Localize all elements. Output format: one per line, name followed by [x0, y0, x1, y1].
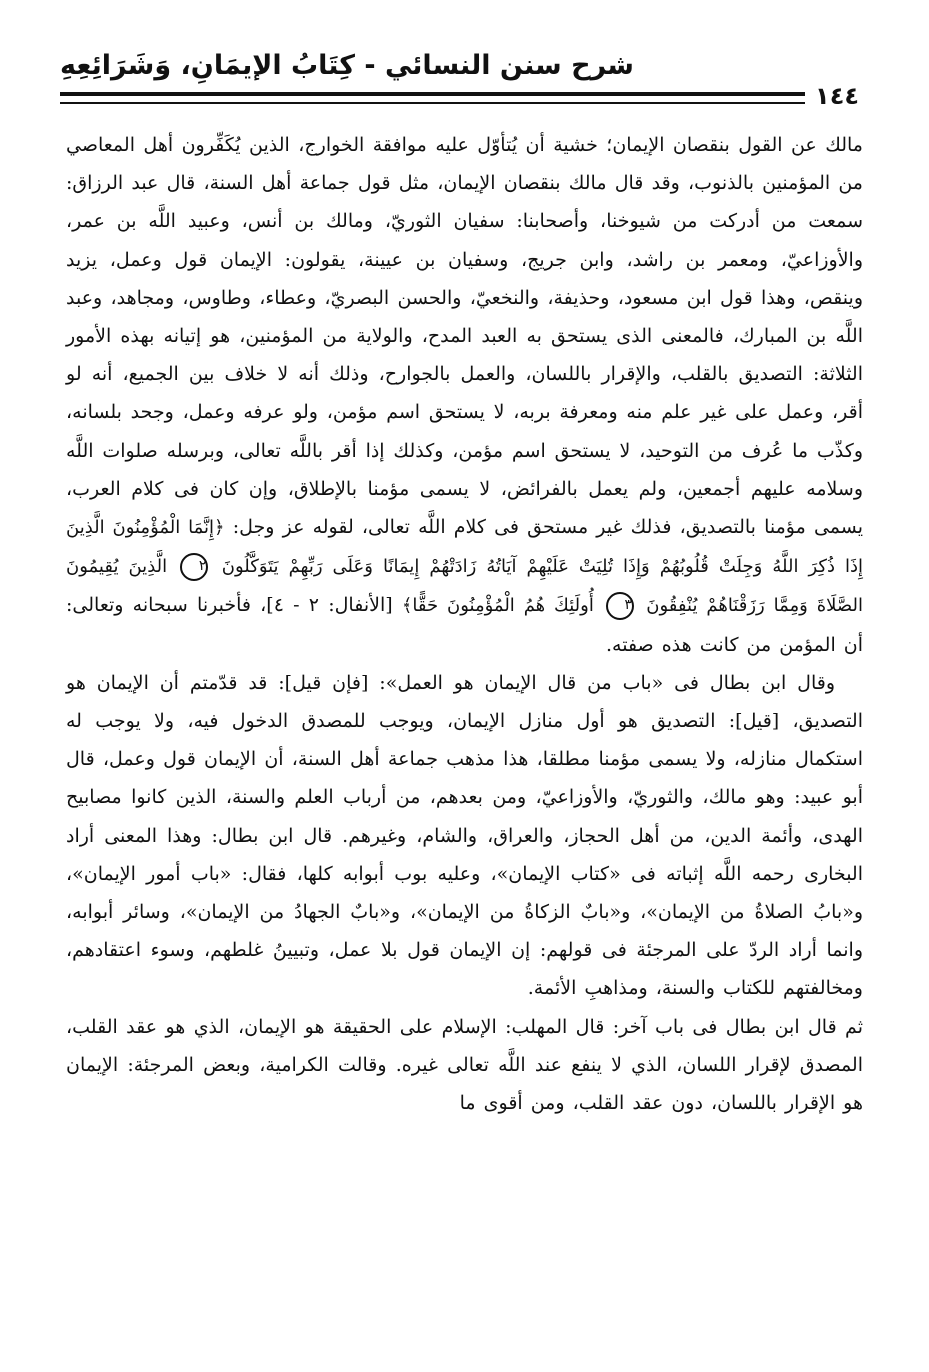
quran-verse-3: أُولَئِكَ هُمُ الْمُؤْمِنُونَ حَقًّا﴾	[401, 595, 594, 617]
page-number: ١٤٤	[805, 82, 869, 110]
header-rule-thin	[60, 102, 869, 104]
running-title: شرح سنن النسائي - كِتَابُ الإيمَانِ، وَشَرَائِعِهِ	[60, 50, 634, 81]
quran-verse-2: الَّذِينَ يُقِيمُونَ الصَّلَاةَ وَمِمَّا رَزَقْنَاهُمْ يُنْفِقُونَ	[66, 556, 863, 617]
paragraph-1	[66, 126, 863, 664]
quran-reference: [الأنفال: ٢ - ٤]، فأخبرنا سبحانه وتعالى: أن المؤمن من كانت هذه صفته.	[66, 594, 863, 656]
ayah-number-3: ٣	[606, 592, 634, 620]
paragraph-2: وقال ابن بطال فى «باب من قال الإيمان هو العمل»: [فإن قيل]: قد قدّمتم أن الإيمان هو التصديق، [قيل]: التصديق هو أول منازل الإيمان، ويوجب للمصدق الدخول فيه، ولا يوجب له استكمال منازله، ولا يسمى مؤمنا مطلقا، هذا مذهب جماعة أهل السنة، أن الإيمان قول وعمل، قال أبو عبيد: وهو مالك، والثوريّ، والأوزاعيّ، ومن بعدهم، من أرباب العلم والسنة، الذين كانوا مصابيح الهدى، وأئمة الدين، من أهل الحجاز، والعراق، والشام، وغيرهم. قال ابن بطال: وهذا المعنى أراد البخارى رحمه اللَّه إثباته فى «كتاب الإيمان»، وعليه بوب أبوابه كلها، فقال: «باب أمور الإيمان»، و«بابُ الصلاةُ من الإيمان»، و«بابٌ الزكاةُ من الإيمان»، و«بابٌ الجهادُ من الإيمان»، وسائر أبوابه، وانما أراد الردّ على المرجئة فى قولهم: إن الإيمان قول بلا عمل، وتبيينُ غلطهم، وسوء اعتقادهم، ومخالفتهم للكتاب والسنة، ومذاهبِ الأئمة.	[66, 671, 863, 1000]
paragraph-3: ثم قال ابن بطال فى باب آخر: قال المهلب: الإسلام على الحقيقة هو الإيمان، الذي هو عقد القلب، المصدق لإقرار اللسان، الذي لا ينفع عند اللَّه تعالى غيره. وقالت الكرامية، وبعض المرجئة: الإيمان هو الإقرار باللسان، دون عقد القلب، ومن أقوى ما	[66, 1015, 863, 1115]
main-text	[66, 126, 863, 1122]
paragraph-1-text: مالك عن القول بنقصان الإيمان؛ خشية أن يُتأوّل عليه موافقة الخوارج، الذين يُكَفِّرون أهل المعاصي من المؤمنين بالذنوب، وقد قال مالك بنقصان الإيمان، مثل قول جماعة أهل السنة، قال عبد الرزاق: سمعت من أدركت من شيوخنا، وأصحابنا: سفيان الثوريّ، ومالك بن أنس، وعبيد اللَّه بن عمر، والأوزاعيّ، ومعمر بن راشد، وابن جريج، وسفيان بن عيينة، يقولون: الإيمان قول وعمل، يزيد وينقص، وهذا قول ابن مسعود، وحذيفة، والنخعيّ، والحسن البصريّ، وعطاء، وطاوس، ومجاهد، وعبد اللَّه بن المبارك، فالمعنى الذى يستحق به العبد المدح، والولاية من المؤمنين، هو إتيانه بهذه الأمور الثلاثة: التصديق بالقلب، والإقرار باللسان، والعمل بالجوارح، وذلك أنه لا خلاف بين الجميع، أنه لو أقر، وعمل على غير علم منه ومعرفة بربه، لا يستحق اسم مؤمن، ولو عرفه وعمل، وجحد بلسانه، وكذّب ما عُرف من التوحيد، لا يستحق اسم مؤمن، وكذلك إذا أقر باللَّه تعالى، وبرسله صلوات اللَّه وسلامه عليهم أجمعين، ولم يعمل بالفرائض، لا يسمى مؤمنا بالإطلاق، وإن كان فى كلام العرب، يسمى مؤمنا بالتصديق، فذلك غير مستحق فى كلام اللَّه تعالى، لقوله عز وجل:	[66, 134, 864, 539]
ayah-number-2: ٢	[180, 553, 208, 581]
header-rule-thick	[60, 92, 869, 96]
quran-verse-1: ﴿إِنَّمَا الْمُؤْمِنُونَ الَّذِينَ إِذَا ذُكِرَ اللَّهُ وَجِلَتْ قُلُوبُهُمْ وَإِذَا تُلِيَتْ عَلَيْهِمْ آيَاتُهُ زَادَتْهُمْ إِيمَانًا وَعَلَى رَبِّهِمْ يَتَوَكَّلُونَ	[66, 517, 863, 578]
page-header	[60, 50, 869, 98]
